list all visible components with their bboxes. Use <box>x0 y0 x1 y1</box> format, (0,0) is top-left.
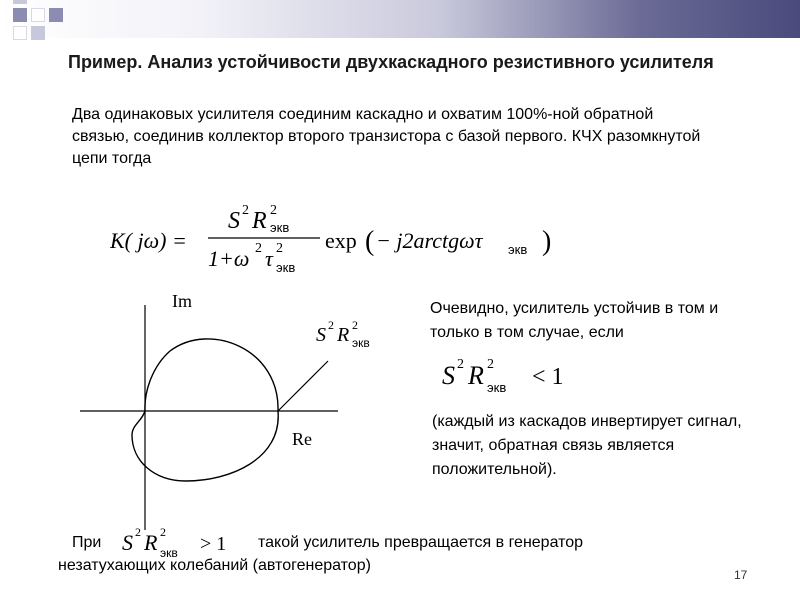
bottom-S-exp: 2 <box>135 525 141 539</box>
frequency-response-curve <box>132 339 278 481</box>
decor-square <box>31 26 45 40</box>
header-decoration-band <box>0 0 800 38</box>
decor-square <box>49 8 63 22</box>
formula-exp-arg-sub: экв <box>508 242 528 257</box>
decor-square <box>13 0 27 4</box>
formula-exp: exp <box>325 228 357 253</box>
formula-lhs: K( jω) = <box>110 228 187 253</box>
decor-square <box>13 8 27 22</box>
im-axis-label: Im <box>172 291 192 311</box>
slide-title: Пример. Анализ устойчивости двухкаскадного резистивного усилителя <box>68 52 714 72</box>
formula-den-exp: 2 <box>255 241 262 256</box>
transfer-function-formula <box>110 200 570 280</box>
bottom-text-line-1: такой усилитель превращается в генератор <box>258 534 584 551</box>
bottom-prefix: При <box>72 534 102 551</box>
decor-square <box>31 8 45 22</box>
curve-label-R: R <box>337 324 350 346</box>
formula-num-S-exp: 2 <box>242 203 249 218</box>
cond-rel: < 1 <box>532 364 564 390</box>
formula-num-R-exp: 2 <box>270 203 277 218</box>
cond-S-exp: 2 <box>457 357 464 372</box>
bottom-R-exp: 2 <box>160 525 166 539</box>
cond-R: R <box>468 361 484 390</box>
intro-paragraph: Два одинаковых усилителя соединим каскадно и охватим 100%-ной обратной связью, соединив коллектор второго транзистора с базой первого. КЧХ разомкнутой цепи тогда <box>72 106 701 167</box>
formula-den-prefix: 1+ω <box>208 246 250 271</box>
nyquist-plot <box>70 285 410 535</box>
cond-sub: экв <box>487 380 507 395</box>
stability-condition-text: Очевидно, усилитель устойчив в том и только в том случае, если <box>430 300 719 341</box>
cond-R-exp: 2 <box>487 357 494 372</box>
page-number: 17 <box>734 568 748 582</box>
formula-paren-open: ( <box>365 226 375 257</box>
curve-label-sub: экв <box>352 336 370 350</box>
bottom-sub: экв <box>160 546 178 560</box>
bottom-rel: > 1 <box>200 533 227 555</box>
curve-label-S-exp: 2 <box>328 318 334 332</box>
formula-den-tau-exp: 2 <box>276 241 283 256</box>
bottom-R: R <box>144 530 158 555</box>
decor-square <box>13 26 27 40</box>
positive-feedback-note: (каждый из каскадов инвертирует сигнал, значит, обратная связь является положительной). <box>432 413 742 478</box>
formula-den-tau: τ <box>265 246 273 271</box>
formula-exp-arg: − j2arctgωτ <box>376 228 483 253</box>
cond-S: S <box>442 361 455 390</box>
re-axis-label: Re <box>292 429 312 449</box>
formula-paren-close: ) <box>542 226 552 257</box>
formula-num-S: S <box>228 208 240 234</box>
bottom-text-line-2: незатухающих колебаний (автогенератор) <box>58 557 371 574</box>
formula-num-R-sub: экв <box>270 220 290 235</box>
bottom-S: S <box>122 530 133 555</box>
formula-den-tau-sub: экв <box>276 260 296 275</box>
curve-label-R-exp: 2 <box>352 318 358 332</box>
formula-num-R: R <box>252 208 267 234</box>
magnitude-line <box>278 361 328 411</box>
stability-condition-formula <box>440 352 600 402</box>
curve-label-S: S <box>316 324 326 346</box>
